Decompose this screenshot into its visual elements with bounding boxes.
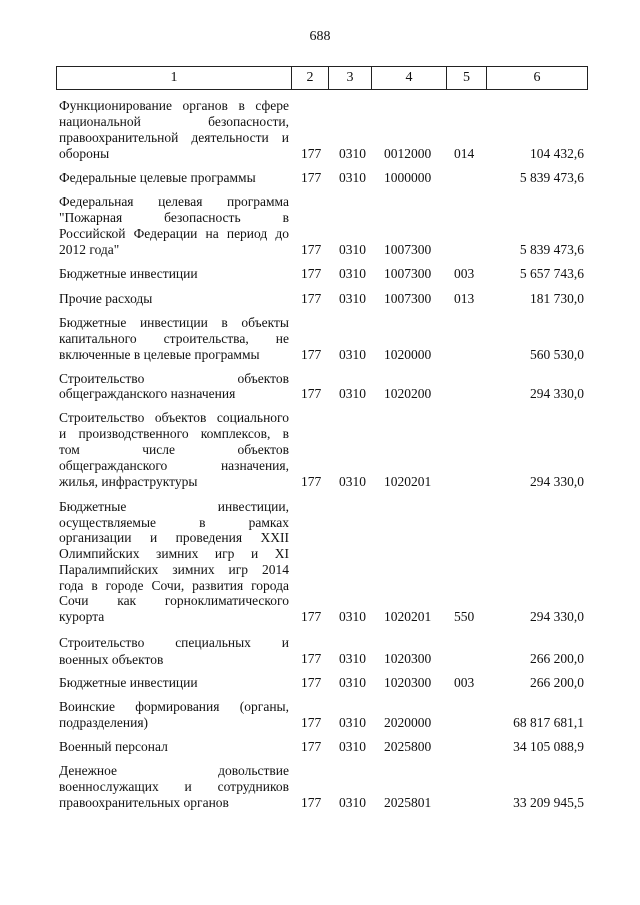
description-line: военных объектов [59,652,164,667]
chapter-code: 177 [301,347,322,362]
target-article-code: 1007300 [384,242,432,257]
description-line: Олимпийских зимних игр и XI [59,546,289,562]
description-line: включенные в целевые программы [59,347,260,362]
target-article-code: 0012000 [384,146,432,161]
description-line: организации и проведения XXII [59,530,289,546]
chapter-code: 177 [301,291,322,306]
description-line: Строительство объектов [59,371,289,386]
target-article-code: 1000000 [384,170,432,185]
description-line: "Пожарная безопасность в [59,210,289,225]
row-description [59,315,289,363]
section-code: 0310 [339,474,366,489]
description-line: года в городе Сочи, развития города [59,577,289,593]
amount: 294 330,0 [530,609,584,624]
section-code: 0310 [339,675,366,690]
chapter-code: 177 [301,739,322,754]
amount: 33 209 945,5 [513,795,584,810]
description-line: общегражданского назначения [59,386,236,401]
row-description [59,499,289,625]
row-description [59,291,289,306]
row-description [59,170,289,185]
expense-type-code: 003 [454,675,475,690]
amount: 68 817 681,1 [513,715,584,730]
section-code: 0310 [339,715,366,730]
row-description [59,371,289,401]
chapter-code: 177 [301,266,322,281]
section-code: 0310 [339,170,366,185]
description-line: Строительство специальных и [59,635,289,650]
section-code: 0310 [339,609,366,624]
section-code: 0310 [339,386,366,401]
target-article-code: 1007300 [384,266,432,281]
description-line: курорта [59,609,105,625]
target-article-code: 1020300 [384,651,432,666]
section-code: 0310 [339,291,366,306]
description-line: Бюджетные инвестиции, [59,499,289,514]
row-description [59,763,289,811]
target-article-code: 1007300 [384,291,432,306]
chapter-code: 177 [301,795,322,810]
amount: 5 839 473,6 [519,170,584,185]
target-article-code: 1020300 [384,675,432,690]
row-description [59,410,289,490]
amount: 560 530,0 [530,347,584,362]
expense-type-code: 013 [454,291,475,306]
target-article-code: 1020201 [384,609,432,624]
description-line: общегражданского назначения, [59,458,289,473]
target-article-code: 2025801 [384,795,432,810]
column-header-3: 3 [329,67,372,90]
description-line: Денежное довольствие [59,763,289,778]
amount: 104 432,6 [530,146,584,161]
amount: 294 330,0 [530,474,584,489]
description-line: обороны [59,146,110,161]
column-header-5: 5 [447,67,487,90]
chapter-code: 177 [301,146,322,161]
row-description [59,634,289,668]
chapter-code: 177 [301,715,322,730]
row-description [59,194,289,258]
row-description [59,266,289,281]
expense-type-code: 014 [454,146,475,161]
description-line: Бюджетные инвестиции [59,675,198,690]
description-line: Бюджетные инвестиции [59,266,198,281]
target-article-code: 1020000 [384,347,432,362]
description-line: и производственного комплексов, в [59,426,289,441]
description-line: подразделения) [59,715,149,730]
row-description [59,675,289,690]
description-line: Сочи как горноклиматического [59,593,289,609]
description-line: Паралимпийских зимних игр 2014 [59,561,289,577]
expense-type-code: 003 [454,266,475,281]
description-line: национальной безопасности, [59,114,289,129]
description-line: Воинские формирования (органы, [59,699,289,714]
amount: 181 730,0 [530,291,584,306]
description-line: жилья, инфраструктуры [59,474,198,489]
amount: 5 839 473,6 [519,242,584,257]
description-line: Бюджетные инвестиции в объекты [59,315,289,330]
description-line: правоохранительных органов [59,795,229,810]
description-line: Строительство объектов социального [59,410,289,425]
chapter-code: 177 [301,609,322,624]
section-code: 0310 [339,266,366,281]
description-line: Прочие расходы [59,291,153,306]
chapter-code: 177 [301,386,322,401]
column-header-1: 1 [57,67,292,90]
page-number: 688 [309,29,331,44]
section-code: 0310 [339,739,366,754]
target-article-code: 1020201 [384,474,432,489]
section-code: 0310 [339,347,366,362]
column-header-4: 4 [372,67,447,90]
amount: 266 200,0 [530,651,584,666]
chapter-code: 177 [301,651,322,666]
description-line: том числе объектов [59,442,289,457]
target-article-code: 2025800 [384,739,432,754]
chapter-code: 177 [301,474,322,489]
amount: 294 330,0 [530,386,584,401]
description-line: Федеральная целевая программа [59,194,289,209]
chapter-code: 177 [301,170,322,185]
amount: 34 105 088,9 [513,739,584,754]
row-description [59,739,289,754]
section-code: 0310 [339,242,366,257]
column-header-2: 2 [292,67,329,90]
section-code: 0310 [339,795,366,810]
chapter-code: 177 [301,242,322,257]
section-code: 0310 [339,146,366,161]
row-description [59,98,289,162]
description-line: военнослужащих и сотрудников [59,779,289,794]
description-line: Российской Федерации на период до [59,226,289,241]
column-header-6: 6 [487,67,588,90]
amount: 5 657 743,6 [519,266,584,281]
description-line: Военный персонал [59,739,168,754]
expense-type-code: 550 [454,609,475,624]
description-line: Федеральные целевые программы [59,170,256,185]
description-line: капитального строительства, не [59,331,289,346]
section-code: 0310 [339,651,366,666]
row-description [59,699,289,731]
target-article-code: 1020200 [384,386,432,401]
amount: 266 200,0 [530,675,584,690]
description-line: Функционирование органов в сфере [59,98,289,113]
target-article-code: 2020000 [384,715,432,730]
description-line: правоохранительной деятельности и [59,130,289,145]
description-line: 2012 года" [59,242,120,257]
description-line: осуществляемые в рамках [59,514,289,530]
chapter-code: 177 [301,675,322,690]
